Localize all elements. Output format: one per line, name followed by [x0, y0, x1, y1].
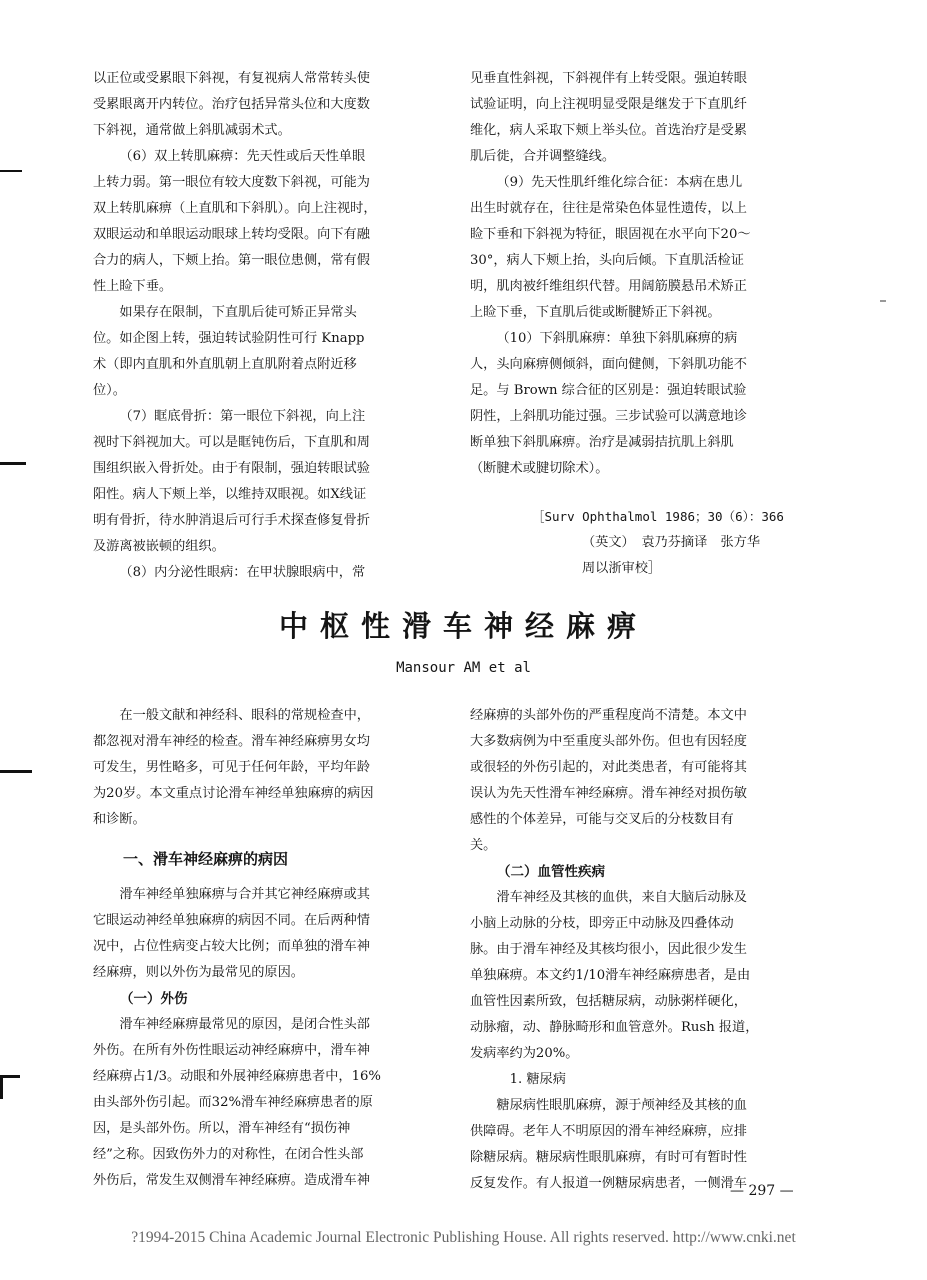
text-line: 感性的个体差异，可能与交叉后的分枝数目有 — [470, 812, 734, 827]
text-line: 滑车神经麻痹最常见的原因，是闭合性头部 — [119, 1017, 370, 1032]
text-line: 下斜视，通常做上斜肌减弱术式。 — [93, 123, 291, 138]
text-line: （断腱术或腱切除术）。 — [470, 461, 609, 476]
paragraph — [93, 404, 438, 560]
paragraph — [93, 560, 438, 586]
text-line: 视时下斜视加大。可以是眶钝伤后，下直肌和周 — [93, 435, 370, 450]
scan-mark — [0, 770, 32, 773]
paragraph — [470, 170, 815, 326]
text-line: 或很轻的外伤引起的，对此类患者，有可能将其 — [470, 760, 747, 775]
text-line: 术（即内直肌和外直肌朝上直肌附着点附近移 — [93, 357, 357, 372]
text-line: 上转力弱。第一眼位有较大度数下斜视，可能为 — [93, 175, 370, 190]
text-line: 明，肌肉被纤维组织代替。用阔筋膜悬吊术矫正 — [470, 279, 747, 294]
text-line: 外伤后，常发生双侧滑车神经麻痹。造成滑车神 — [93, 1173, 370, 1188]
text-line: 试验证明，向上注视明显受限是继发于下直肌纤 — [470, 97, 747, 112]
text-line: 外伤。在所有外伤性眼运动神经麻痹中，滑车神 — [93, 1043, 370, 1058]
reference-line: ［Surv Ophthalmol 1986；30（6）：366 — [532, 509, 784, 524]
text-line: 脉。由于滑车神经及其核均很小，因此很少发生 — [470, 942, 747, 957]
text-line: 合力的病人，下颊上抬。第一眼位患侧，常有假 — [93, 253, 370, 268]
text-line: 和诊断。 — [93, 812, 146, 827]
text-line: （9）先天性肌纤维化综合征：本病在患儿 — [496, 175, 743, 190]
text-line: 为20岁。本文重点讨论滑车神经单独麻痹的病因 — [93, 786, 374, 801]
text-line: 滑车神经单独麻痹与合并其它神经麻痹或其 — [119, 887, 370, 902]
scan-mark — [0, 170, 22, 172]
text-line: 出生时就存在，往往是常染色体显性遗传，以上 — [470, 201, 747, 216]
paragraph — [93, 1012, 438, 1194]
paragraph — [470, 66, 815, 170]
paragraph — [93, 66, 438, 144]
text-line: 明有骨折，待水肿消退后可行手术探查修复骨折 — [93, 513, 370, 528]
text-line: 除糖尿病。糖尿病性眼肌麻痹，有时可有暂时性 — [470, 1150, 747, 1165]
paragraph — [470, 703, 815, 859]
text-line: 双上转肌麻痹（上直肌和下斜肌）。向上注视时， — [93, 201, 377, 216]
paragraph — [93, 703, 438, 833]
text-line: 可发生，男性略多，可见于任何年龄，平均年龄 — [93, 760, 370, 775]
text-line: 经”之称。因致伤外力的对称性，在闭合性头部 — [93, 1147, 364, 1162]
text-line: 关。 — [470, 838, 497, 853]
copyright-footer: ?1994-2015 China Academic Journal Electronic Publishing House. All rights reserved. http://www.cnki.net — [131, 1229, 796, 1246]
text-line: 单独麻痹。本文约1/10滑车神经麻痹患者，是由 — [470, 968, 751, 983]
top-right-column — [470, 66, 815, 582]
text-line: 况中，占位性病变占较大比例；而单独的滑车神 — [93, 939, 370, 954]
text-line: 血管性因素所致，包括糖尿病，动脉粥样硬化， — [470, 994, 747, 1009]
paragraph — [470, 326, 815, 482]
paragraph — [93, 144, 438, 300]
subsection-heading: （二）血管性疾病 — [497, 864, 605, 880]
text-line: 受累眼离开内转位。治疗包括异常头位和大度数 — [93, 97, 370, 112]
text-line: 发病率约为20%。 — [470, 1046, 579, 1061]
text-line: 阳性。病人下颊上举，以维持双眼视。如X线证 — [93, 487, 367, 502]
paragraph — [470, 1093, 815, 1197]
scan-mark — [880, 300, 886, 302]
text-line: 围组织嵌入骨折处。由于有限制，强迫转眼试验 — [93, 461, 370, 476]
text-line: 性上睑下垂。 — [93, 279, 173, 294]
text-line: 上睑下垂，下直肌后徙或断腱矫正下斜视。 — [470, 305, 721, 320]
text-line: （10）下斜肌麻痹：单独下斜肌麻痹的病 — [496, 331, 738, 346]
text-line: 动脉瘤，动、静脉畸形和血管意外。Rush 报道， — [470, 1020, 759, 1035]
text-line: 位。如企图上转，强迫转试验阴性可行 Knapp — [93, 331, 365, 346]
text-line: 滑车神经及其核的血供，来自大脑后动脉及 — [496, 890, 747, 905]
paragraph — [93, 300, 438, 404]
text-line: 断单独下斜肌麻痹。治疗是减弱拮抗肌上斜肌 — [470, 435, 734, 450]
text-line: 位）。 — [93, 383, 126, 398]
text-line: 由头部外伤引起。而32%滑车神经麻痹患者的原 — [93, 1095, 373, 1110]
reference-line: （英文） 袁乃芬摘译 张方华 — [582, 535, 761, 550]
reference-block — [470, 504, 815, 582]
text-line: 大多数病例为中至重度头部外伤。但也有因轻度 — [470, 734, 747, 749]
text-line: 双眼运动和单眼运动眼球上转均受限。向下有融 — [93, 227, 370, 242]
bottom-right-column — [470, 703, 815, 1197]
text-line: 在一般文献和神经科、眼科的常规检查中， — [119, 708, 370, 723]
text-line: （8）内分泌性眼病：在甲状腺眼病中，常 — [119, 565, 366, 580]
text-line: 反复发作。有人报道一例糖尿病患者，一侧滑车 — [470, 1176, 747, 1191]
text-line: 它眼运动神经单独麻痹的病因不同。在后两种情 — [93, 913, 370, 928]
top-left-column — [93, 66, 438, 586]
text-line: 足。与 Brown 综合征的区别是：强迫转眼试验 — [470, 383, 747, 398]
text-line: 经麻痹占1/3。动眼和外展神经麻痹患者中，16% — [93, 1069, 381, 1084]
text-line: 经麻痹的头部外伤的严重程度尚不清楚。本文中 — [470, 708, 747, 723]
reference-line: 周以浙审校］ — [582, 561, 662, 576]
article-title: 中枢性滑车神经麻痹 — [278, 609, 648, 643]
scan-mark — [0, 1075, 20, 1078]
subsection-heading: 1. 糖尿病 — [509, 1072, 566, 1087]
text-line: 糖尿病性眼肌麻痹，源于颅神经及其核的血 — [496, 1098, 747, 1113]
paragraph — [93, 882, 438, 986]
text-line: 以正位或受累眼下斜视，有复视病人常常转头使 — [93, 71, 370, 86]
subsection-heading: （一）外伤 — [120, 991, 188, 1007]
text-line: 如果存在限制，下直肌后徒可矫正异常头 — [119, 305, 357, 320]
text-line: 30°，病人下颊上抬，头向后倾。下直肌活检证 — [470, 253, 744, 268]
text-line: 经麻痹，则以外伤为最常见的原因。 — [93, 965, 304, 980]
page-number: — 297 — — [730, 1183, 794, 1199]
article-author: Mansour AM et al — [396, 660, 531, 676]
text-line: 睑下垂和下斜视为特征，眼固视在水平向下20～ — [470, 227, 751, 242]
scan-mark — [0, 1075, 3, 1099]
paragraph — [470, 885, 815, 1067]
scan-mark — [0, 462, 26, 465]
text-line: （7）眶底骨折：第一眼位下斜视，向上注 — [119, 409, 366, 424]
text-line: 维化，病人采取下颊上举头位。首选治疗是受累 — [470, 123, 747, 138]
text-line: 见垂直性斜视，下斜视伴有上转受限。强迫转眼 — [470, 71, 747, 86]
text-line: 阴性，上斜肌功能过强。三步试验可以满意地诊 — [470, 409, 747, 424]
bottom-left-column — [93, 703, 438, 1194]
section-heading: 一、滑车神经麻痹的病因 — [123, 850, 289, 868]
text-line: 及游离被嵌顿的组织。 — [93, 539, 225, 554]
text-line: 人，头向麻痹侧倾斜，面向健侧，下斜肌功能不 — [470, 357, 747, 372]
text-line: 因，是头部外伤。所以，滑车神经有“损伤神 — [93, 1121, 351, 1136]
text-line: 供障碍。老年人不明原因的滑车神经麻痹，应排 — [470, 1124, 747, 1139]
text-line: 都忽视对滑车神经的检查。滑车神经麻痹男女均 — [93, 734, 370, 749]
text-line: 肌后徙，合并调整缝线。 — [470, 149, 616, 164]
text-line: 误认为先天性滑车神经麻痹。滑车神经对损伤敏 — [470, 786, 747, 801]
text-line: 小脑上动脉的分枝，即旁正中动脉及四叠体动 — [470, 916, 734, 931]
text-line: （6）双上转肌麻痹：先天性或后天性单眼 — [119, 149, 366, 164]
